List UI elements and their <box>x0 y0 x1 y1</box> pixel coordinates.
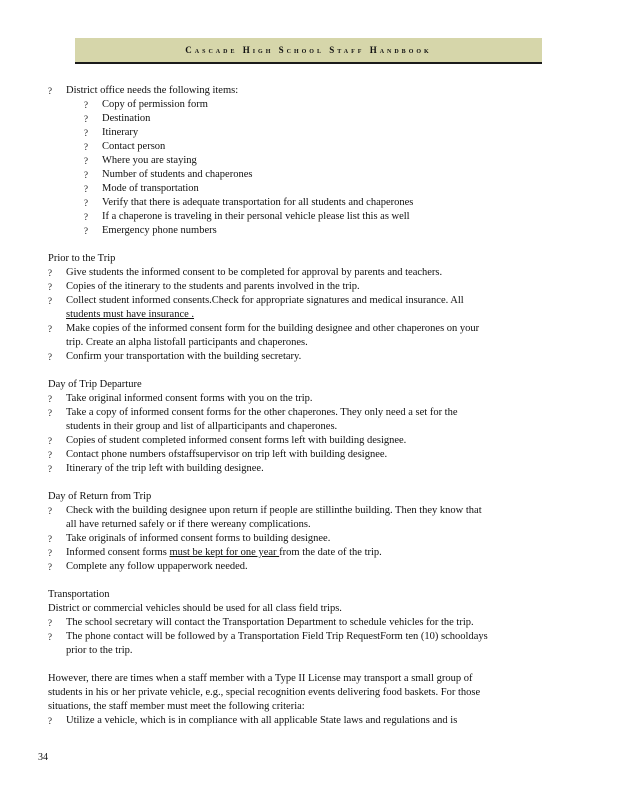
bullet-marker: ? <box>84 170 88 180</box>
list-item: ? Contact person <box>84 141 166 152</box>
bullet-marker: ? <box>84 128 88 138</box>
bullet-marker: ? <box>48 436 52 446</box>
bullet-marker: ? <box>48 618 52 628</box>
list-item: ? Where you are staying <box>84 155 197 166</box>
page-number: 34 <box>38 752 48 763</box>
list-item: ? Mode of transportation <box>84 183 199 194</box>
paragraph-line: However, there are times when a staff member with a Type II License may transport a small group of <box>48 673 473 684</box>
paragraph-line: District or commercial vehicles should be used for all class field trips. <box>48 603 342 614</box>
list-item: ? Utilize a vehicle, which is in compliance with all applicable State laws and regulations and is <box>48 715 458 726</box>
list-item: ? Give students the informed consent to be completed for approval by parents and teachers. <box>48 267 443 278</box>
list-item-continuation: trip. Create an alpha listofall participants and chaperones. <box>66 337 308 348</box>
bullet-marker: ? <box>48 394 52 404</box>
header-title: Cascade High School Staff Handbook <box>185 45 432 55</box>
list-item: ? Complete any follow uppaperwork needed. <box>48 561 248 572</box>
bullet-marker: ? <box>84 142 88 152</box>
bullet-marker: ? <box>48 296 52 306</box>
bullet-marker: ? <box>48 268 52 278</box>
bullet-marker: ? <box>48 548 52 558</box>
list-item: ? Verify that there is adequate transportation for all students and chaperones <box>84 197 414 208</box>
section-heading: Day of Trip Departure <box>48 379 142 390</box>
bullet-marker: ? <box>48 324 52 334</box>
bullet-marker: ? <box>48 562 52 572</box>
list-item: ? Make copies of the informed consent form for the building designee and other chaperones on your <box>48 323 480 334</box>
handbook-header <box>75 38 542 64</box>
list-item: ? The phone contact will be followed by a Transportation Field Trip RequestForm ten (10) schooldays <box>48 631 488 642</box>
list-item: ? Contact phone numbers ofstaffsupervisor on trip left with building designee. <box>48 449 388 460</box>
list-item: ? Take originals of informed consent forms to building designee. <box>48 533 331 544</box>
list-item-continuation: all have returned safely or if there wereany complications. <box>66 519 311 530</box>
bullet-marker: ? <box>84 184 88 194</box>
paragraph-line: students in his or her private vehicle, e.g., special recognition events delivering food baskets. For those <box>48 687 481 698</box>
district-intro: ? District office needs the following items: <box>48 85 239 96</box>
section-heading: Transportation <box>48 589 110 600</box>
bullet-marker: ? <box>84 226 88 236</box>
list-item: ? Take original informed consent forms with you on the trip. <box>48 393 313 404</box>
bullet-marker: ? <box>48 450 52 460</box>
list-item: ? Destination <box>84 113 151 124</box>
list-item: ? Confirm your transportation with the building secretary. <box>48 351 302 362</box>
list-item-continuation: students in their group and list of allparticipants and chaperones. <box>66 421 338 432</box>
bullet-marker: ? <box>84 198 88 208</box>
section-heading: Prior to the Trip <box>48 253 116 264</box>
list-item: ? Take a copy of informed consent forms for the other chaperones. They only need a set for the <box>48 407 458 418</box>
bullet-marker: ? <box>48 352 52 362</box>
list-item: ? Copies of the itinerary to the students and parents involved in the trip. <box>48 281 360 292</box>
page-content <box>48 84 558 728</box>
list-item: ? Check with the building designee upon return if people are stillinthe building. Then they know that <box>48 505 482 516</box>
list-item: ? Itinerary of the trip left with building designee. <box>48 463 264 474</box>
bullet-marker: ? <box>48 506 52 516</box>
list-item: ? Itinerary <box>84 127 139 138</box>
list-item: ? Number of students and chaperones <box>84 169 253 180</box>
list-item: ? Copy of permission form <box>84 99 208 110</box>
bullet-marker: ? <box>84 100 88 110</box>
bullet-marker: ? <box>48 464 52 474</box>
bullet-marker: ? <box>48 534 52 544</box>
list-item: ? The school secretary will contact the Transportation Department to schedule vehicles for the trip. <box>48 617 474 628</box>
list-item: ? Informed consent forms must be kept for one year from the date of the trip. <box>48 547 382 558</box>
bullet-marker: ? <box>48 632 52 642</box>
bullet-marker: ? <box>84 212 88 222</box>
paragraph-line: situations, the staff member must meet the following criteria: <box>48 701 305 712</box>
bullet-marker: ? <box>84 156 88 166</box>
list-item: ? Copies of student completed informed consent forms left with building designee. <box>48 435 407 446</box>
list-item: ? Collect student informed consents.Check for appropriate signatures and medical insurance. All <box>48 295 464 306</box>
bullet-marker: ? <box>48 716 52 726</box>
section-heading: Day of Return from Trip <box>48 491 152 502</box>
list-item-continuation: students must have insurance . <box>66 309 195 320</box>
bullet-marker: ? <box>48 408 52 418</box>
bullet-marker: ? <box>84 114 88 124</box>
bullet-marker: ? <box>48 282 52 292</box>
bullet-marker: ? <box>48 86 52 96</box>
list-item: ? If a chaperone is traveling in their personal vehicle please list this as well <box>84 211 410 222</box>
list-item: ? Emergency phone numbers <box>84 225 217 236</box>
list-item-continuation: prior to the trip. <box>66 645 133 656</box>
